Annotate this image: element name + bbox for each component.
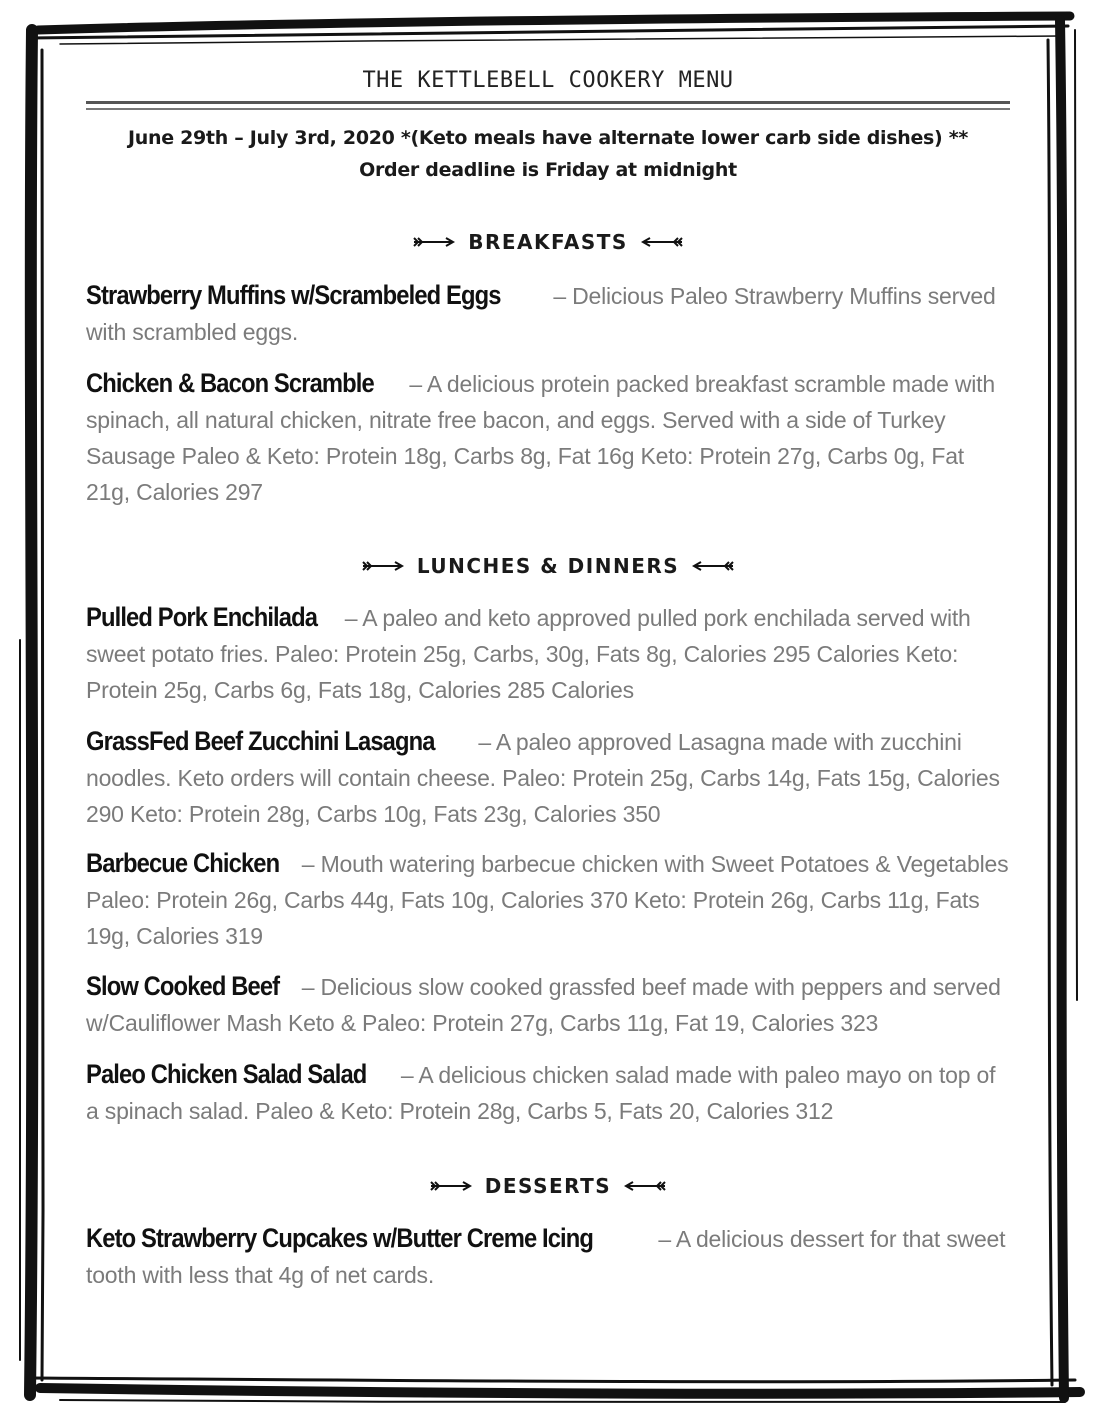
menu-item-name: Strawberry Muffins w/Scrambeled Eggs [86, 280, 501, 310]
menu-item [86, 846, 1010, 955]
arrow-left-icon [691, 560, 735, 572]
title-divider-secondary [86, 108, 1010, 110]
menu-item-name: GrassFed Beef Zucchini Lasagna [86, 726, 435, 756]
menu-item-description: – Delicious Paleo Strawberry Muffins served with scrambled eggs. [86, 283, 996, 345]
menu-item-description: – A delicious protein packed breakfast scramble made with spinach, all natural chicken, nitrate free bacon, and eggs. Served with a side of Turkey Sausage Paleo & Keto: Protein 18g, Carbs 8g, Fat 16g Keto: Protein 27g, Carbs 0g, Fat 21g, Calories 297 [86, 371, 995, 505]
menu-item [86, 724, 1010, 833]
menu-item [86, 600, 1010, 709]
menu-item [86, 366, 1010, 511]
menu-item-name: Slow Cooked Beef [86, 971, 280, 1001]
menu-item-name: Barbecue Chicken [86, 848, 280, 878]
menu-item-description: – Delicious slow cooked grassfed beef made with peppers and served w/Cauliflower Mash Keto & Paleo: Protein 27g, Carbs 11g, Fat 19, Calories 323 [86, 974, 1001, 1036]
menu-item-name: Keto Strawberry Cupcakes w/Butter Creme Icing [86, 1223, 594, 1253]
section-heading-desserts [86, 1174, 1010, 1198]
menu-item-description: – A paleo approved Lasagna made with zucchini noodles. Keto orders will contain cheese. Paleo: Protein 25g, Carbs 14g, Fats 15g, Calories 290 Keto: Protein 28g, Carbs 10g, Fats 23g, Calories 350 [86, 729, 1000, 827]
menu-item-description: – A delicious chicken salad made with paleo mayo on top of a spinach salad. Paleo & Keto: Protein 28g, Carbs 5, Fats 20, Calories 312 [86, 1062, 996, 1124]
menu-item-name: Pulled Pork Enchilada [86, 602, 318, 632]
order-deadline-line: Order deadline is Friday at midnight [359, 159, 737, 181]
arrow-left-icon [623, 1180, 667, 1192]
menu-item [86, 278, 1010, 351]
menu-item-description: – Mouth watering barbecue chicken with Sweet Potatoes & Vegetables Paleo: Protein 26g, Carbs 44g, Fats 10g, Calories 370 Keto: Protein 26g, Carbs 11g, Fats 19g, Calories 319 [86, 851, 1009, 949]
date-and-deadline [86, 122, 1010, 186]
arrow-left-icon [640, 236, 684, 248]
menu-item-name: Chicken & Bacon Scramble [86, 368, 374, 398]
menu-item-description: – A paleo and keto approved pulled pork enchilada served with sweet potato fries. Paleo: Protein 25g, Carbs, 30g, Fats 8g, Calories 295 Calories Keto: Protein 25g, Carbs 6g, Fats 18g, Calories 285 Calories [86, 605, 971, 703]
arrow-right-icon [429, 1180, 473, 1192]
date-range-line: June 29th – July 3rd, 2020 *(Keto meals have alternate lower carb side dishes) ** [127, 127, 969, 149]
section-heading-breakfasts [86, 230, 1010, 254]
menu-item-description: – A delicious dessert for that sweet tooth with less that 4g of net cards. [86, 1226, 1006, 1288]
section-heading-lunches-dinners [86, 554, 1010, 578]
section-title: DESSERTS [484, 1174, 612, 1198]
section-title: LUNCHES & DINNERS [416, 554, 680, 578]
section-title: BREAKFASTS [468, 230, 628, 254]
menu-item [86, 1221, 1010, 1294]
menu-item [86, 969, 1010, 1042]
menu-item [86, 1057, 1010, 1130]
menu-item-name: Paleo Chicken Salad Salad [86, 1059, 367, 1089]
title-divider [86, 101, 1010, 104]
menu-title: THE KETTLEBELL COOKERY MENU [362, 68, 734, 93]
arrow-right-icon [412, 236, 456, 248]
arrow-right-icon [361, 560, 405, 572]
